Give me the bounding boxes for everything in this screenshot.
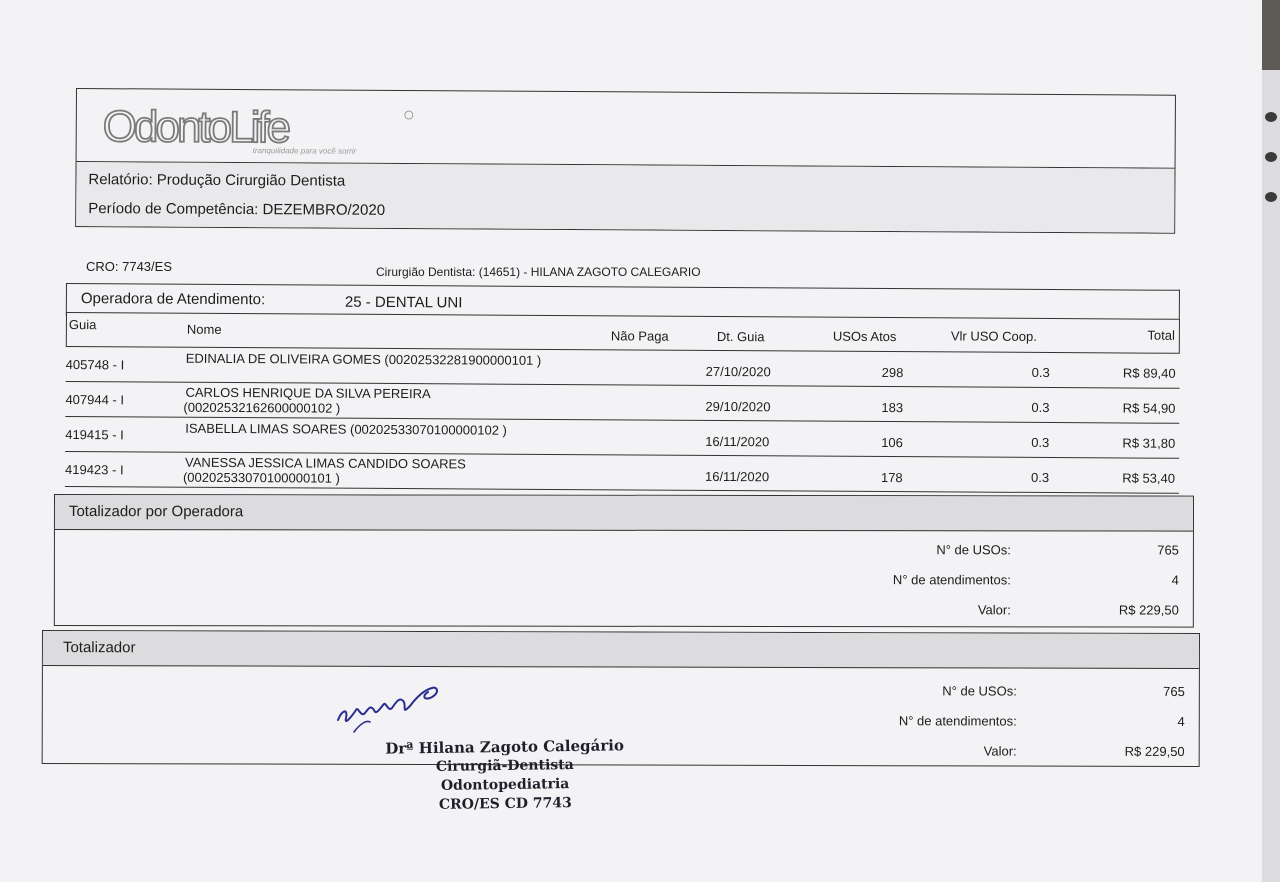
logo-tagline: tranquilidade para você sorrir xyxy=(252,146,357,156)
registered-mark-icon xyxy=(405,111,413,119)
usos-label: N° de USOs: xyxy=(942,683,1017,699)
binder-hole xyxy=(1265,152,1277,162)
cell-nome: CARLOS HENRIQUE DA SILVA PEREIRA xyxy=(185,384,431,402)
valor-value: R$ 229,50 xyxy=(1118,602,1179,618)
totalizador-operadora-title: Totalizador por Operadora xyxy=(68,503,244,521)
atendimentos-label: N° de atendimentos: xyxy=(898,713,1017,729)
cell-nome: ISABELLA LIMAS SOARES (00202533070100000102 ) xyxy=(185,420,507,438)
col-dt-guia: Dt. Guia xyxy=(716,328,765,345)
col-total: Total xyxy=(1147,327,1175,343)
cell-dt-guia: 27/10/2020 xyxy=(705,363,771,380)
cell-nome-cont: (00202532162600000102 ) xyxy=(183,399,341,416)
dentist-stamp xyxy=(384,736,625,815)
odontolife-logo xyxy=(103,103,423,160)
atendimentos-value: 4 xyxy=(1177,713,1185,729)
cell-total: R$ 89,40 xyxy=(1122,365,1176,381)
totalizador-header xyxy=(43,631,1199,669)
binder-hole xyxy=(1265,192,1277,202)
report-info xyxy=(76,162,1174,233)
binder-hole xyxy=(1265,112,1277,122)
logo-row xyxy=(77,89,1175,169)
stamp-title: Cirurgiã-Dentista xyxy=(435,757,574,775)
valor-label: Valor: xyxy=(977,602,1011,618)
col-vlr: Vlr USO Coop. xyxy=(950,328,1037,344)
cell-vlr: 0.3 xyxy=(1031,364,1050,381)
cell-usos: 178 xyxy=(880,469,903,486)
cell-vlr: 0.3 xyxy=(1031,434,1050,451)
col-usos: USOs Atos xyxy=(832,328,897,345)
totalizador-title: Totalizador xyxy=(62,639,136,657)
cell-dt-guia: 16/11/2020 xyxy=(704,468,770,485)
cell-nome: VANESSA JESSICA LIMAS CANDIDO SOARES xyxy=(185,454,466,472)
operadora-value: 25 - DENTAL UNI xyxy=(344,293,463,312)
periodo-value: DEZEMBRO/2020 xyxy=(262,201,386,219)
totalizador-operadora xyxy=(54,494,1194,628)
cell-guia: 419423 - I xyxy=(64,461,124,478)
cell-usos: 106 xyxy=(881,434,903,451)
relatorio-label: Relatório: xyxy=(88,171,153,189)
valor-value: R$ 229,50 xyxy=(1124,743,1185,759)
cell-guia: 419415 - I xyxy=(65,426,124,443)
logo-word: OdontoLife xyxy=(102,103,289,153)
cell-nome-cont: (00202533070100000101 ) xyxy=(182,469,340,486)
production-table xyxy=(65,312,1180,494)
atendimentos-label: N° de atendimentos: xyxy=(892,572,1011,588)
cell-nome: EDINALIA DE OLIVEIRA GOMES (00202532281900000101 ) xyxy=(185,350,542,368)
cell-usos: 298 xyxy=(881,364,904,381)
relatorio-line xyxy=(88,171,345,190)
table-row xyxy=(65,452,1179,494)
totalizador-operadora-header xyxy=(55,495,1193,532)
cro-number: CRO: 7743/ES xyxy=(86,259,172,274)
cell-guia: 407944 - I xyxy=(65,391,125,408)
periodo-line xyxy=(88,200,385,219)
valor-label: Valor: xyxy=(983,743,1017,759)
usos-label: N° de USOs: xyxy=(936,542,1011,558)
operadora-label: Operadora de Atendimento: xyxy=(80,290,266,309)
stamp-registration: CRO/ES CD 7743 xyxy=(438,795,572,813)
usos-value: 765 xyxy=(1163,683,1185,699)
periodo-label: Período de Competência: xyxy=(88,200,259,219)
cell-vlr: 0.3 xyxy=(1030,469,1050,486)
dentist-name: Cirurgião Dentista: (14651) - HILANA ZAGOTO CALEGARIO xyxy=(376,265,701,279)
cell-dt-guia: 29/10/2020 xyxy=(705,398,771,415)
report-header xyxy=(75,88,1176,234)
col-guia: Guia xyxy=(68,317,97,333)
usos-value: 765 xyxy=(1157,542,1179,558)
cell-dt-guia: 16/11/2020 xyxy=(705,433,770,450)
col-nome: Nome xyxy=(186,321,222,337)
cell-total: R$ 31,80 xyxy=(1122,435,1176,451)
stamp-name: Drª Hilana Zagoto Calegário xyxy=(385,736,625,758)
stamp-specialty: Odontopediatria xyxy=(440,776,570,794)
col-nao-paga: Não Paga xyxy=(610,328,669,344)
cell-vlr: 0.3 xyxy=(1031,399,1050,416)
cell-usos: 183 xyxy=(881,399,904,416)
cell-total: R$ 53,40 xyxy=(1122,470,1176,486)
atendimentos-value: 4 xyxy=(1171,572,1179,588)
relatorio-value: Produção Cirurgião Dentista xyxy=(156,171,346,190)
table-body xyxy=(65,347,1180,494)
cell-guia: 405748 - I xyxy=(65,356,125,373)
handwritten-signature xyxy=(330,680,450,740)
cell-total: R$ 54,90 xyxy=(1122,400,1176,416)
